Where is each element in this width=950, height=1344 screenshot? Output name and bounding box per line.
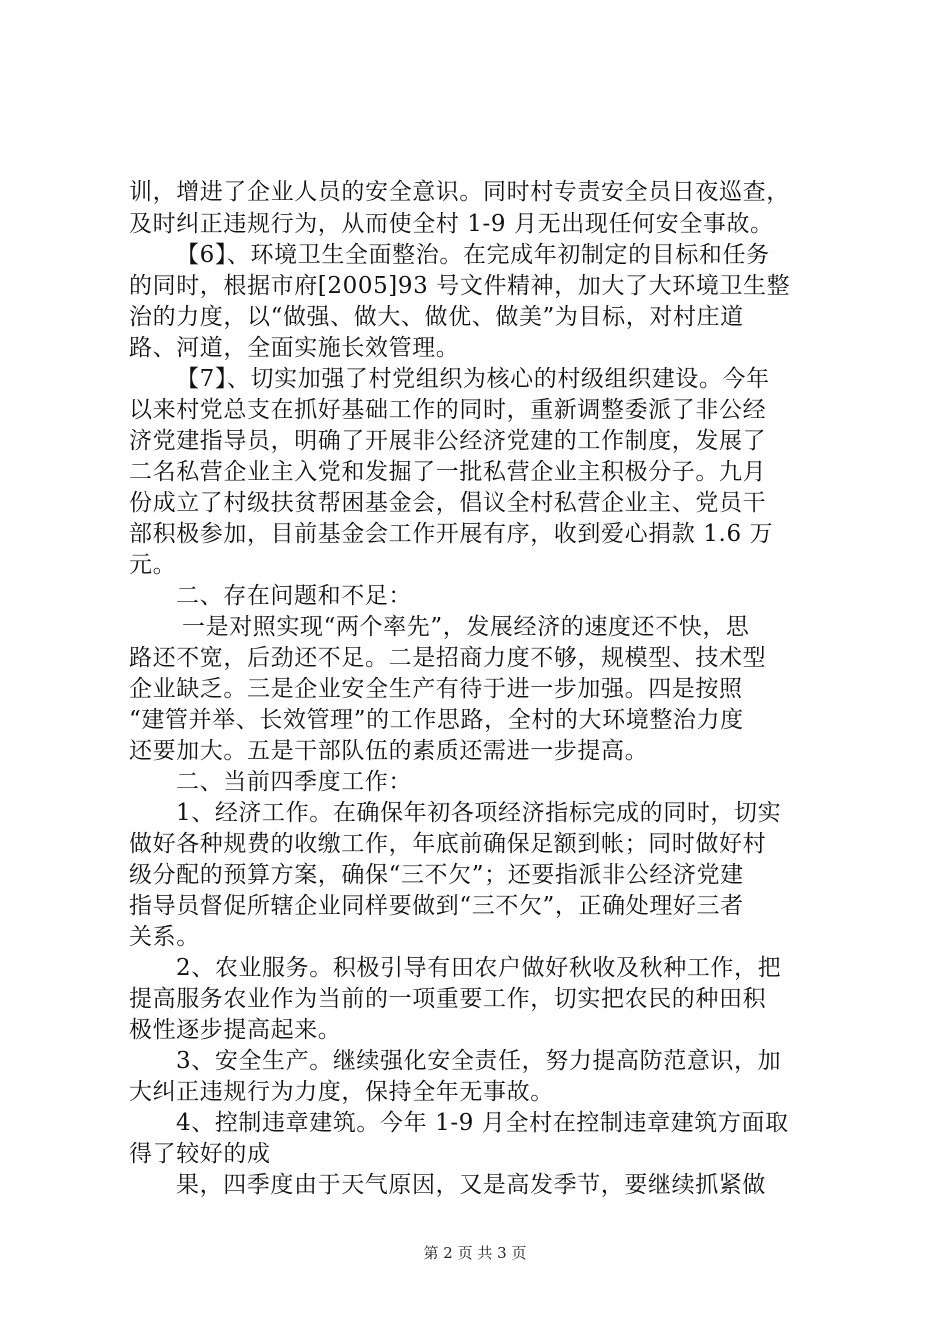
- text-line: 路还不宽，后劲还不足。二是招商力度不够，规模型、技术型: [129, 645, 767, 671]
- text-line: 2、农业服务。积极引导有田农户做好秋收及秋种工作，把: [176, 955, 782, 981]
- text-line: 得了较好的成: [129, 1141, 271, 1167]
- text-line: 3、安全生产。继续强化安全责任，努力提高防范意识，加: [176, 1048, 782, 1074]
- text-line: 还要加大。五是干部队伍的素质还需进一步提高。: [129, 738, 649, 764]
- text-line: 企业缺乏。三是企业安全生产有待于进一步加强。四是按照: [129, 676, 743, 702]
- text-line: 1、经济工作。在确保年初各项经济指标完成的同时，切实: [176, 800, 782, 826]
- text-line: 【6】、环境卫生全面整治。在完成年初制定的目标和任务: [176, 242, 770, 268]
- text-line: 做好各种规费的收缴工作，年底前确保足额到帐；同时做好村: [129, 831, 767, 857]
- text-line: 济党建指导员，明确了开展非公经济党建的工作制度，发展了: [129, 428, 767, 454]
- text-line: 果，四季度由于天气原因，又是高发季节，要继续抓紧做: [176, 1172, 766, 1198]
- text-line: 级分配的预算方案，确保“三不欠”；还要指派非公经济党建: [129, 862, 744, 888]
- text-line: 极性逐步提高起来。: [129, 1017, 342, 1043]
- text-line: 的同时，根据市府[2005]93 号文件精神，加大了大环境卫生整: [129, 273, 791, 299]
- text-line: 路、河道，全面实施长效管理。: [129, 335, 460, 361]
- text-line: 4、控制违章建筑。今年 1-9 月全村在控制违章建筑方面取: [176, 1110, 789, 1136]
- text-line: 份成立了村级扶贫帮困基金会，倡议全村私营企业主、党员干: [129, 490, 767, 516]
- text-line: 大纠正违规行为力度，保持全年无事故。: [129, 1079, 554, 1105]
- section-heading: 二、存在问题和不足：: [176, 583, 412, 609]
- text-line: 关系。: [129, 924, 200, 950]
- text-line: 及时纠正违规行为，从而使全村 1-9 月无出现任何安全事故。: [129, 211, 774, 237]
- text-line: 部积极参加，目前基金会工作开展有序，收到爱心捐款 1.6 万: [129, 521, 774, 547]
- text-line: 一是对照实现“两个率先”，发展经济的速度还不快，思: [182, 614, 750, 640]
- section-heading: 二、当前四季度工作：: [176, 769, 412, 795]
- text-line: 【7】、切实加强了村党组织为核心的村级组织建设。今年: [176, 366, 770, 392]
- text-line: 二名私营企业主入党和发掘了一批私营企业主积极分子。九月: [129, 459, 767, 485]
- text-line: 训，增进了企业人员的安全意识。同时村专责安全员日夜巡查，: [129, 179, 790, 205]
- text-line: 提高服务农业作为当前的一项重要工作，切实把农民的种田积: [129, 986, 767, 1012]
- text-line: “建管并举、长效管理”的工作思路，全村的大环境整治力度: [129, 707, 744, 733]
- page-footer: 第 2 页 共 3 页: [423, 1244, 527, 1262]
- text-line: 元。: [129, 552, 177, 578]
- text-line: 治的力度，以“做强、做大、做优、做美”为目标，对村庄道: [129, 304, 744, 330]
- text-line: 以来村党总支在抓好基础工作的同时，重新调整委派了非公经: [129, 397, 767, 423]
- text-line: 指导员督促所辖企业同样要做到“三不欠”，正确处理好三者: [129, 893, 744, 919]
